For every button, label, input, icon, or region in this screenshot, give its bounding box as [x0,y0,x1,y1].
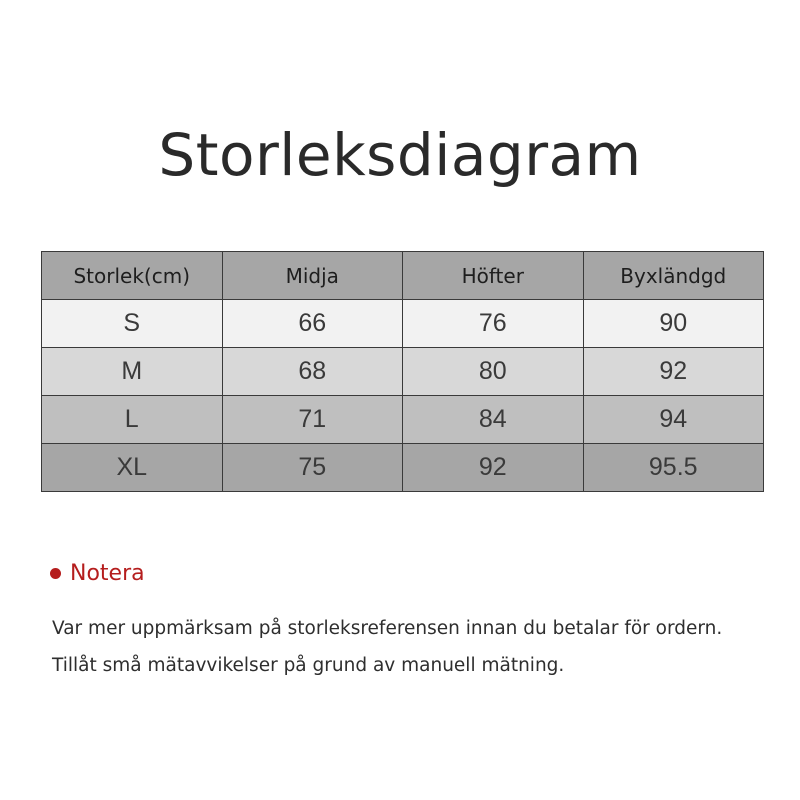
header-size: Storlek(cm) [42,252,223,300]
size-chart-table [41,251,764,492]
cell-waist: 75 [222,444,403,492]
cell-hips: 92 [403,444,584,492]
cell-length: 95.5 [583,444,764,492]
table-header-row [42,252,764,300]
table-row [42,348,764,396]
cell-hips: 84 [403,396,584,444]
cell-waist: 71 [222,396,403,444]
cell-size: XL [42,444,223,492]
cell-length: 92 [583,348,764,396]
cell-size: M [42,348,223,396]
header-waist: Midja [222,252,403,300]
cell-hips: 76 [403,300,584,348]
cell-length: 90 [583,300,764,348]
note-heading [50,561,145,586]
table-row [42,396,764,444]
table-row [42,444,764,492]
table-row [42,300,764,348]
page-title: Storleksdiagram [158,120,642,189]
note-heading-label: Notera [70,561,145,586]
bullet-dot-icon [50,568,61,579]
cell-length: 94 [583,396,764,444]
cell-waist: 66 [222,300,403,348]
cell-size: S [42,300,223,348]
note-text: Var mer uppmärksam på storleksreferensen innan du betalar för ordern. Tillåt små mätavvikelser på grund av manuell mätning. [52,618,723,676]
cell-hips: 80 [403,348,584,396]
cell-waist: 68 [222,348,403,396]
header-length: Byxländgd [583,252,764,300]
cell-size: L [42,396,223,444]
header-hips: Höfter [403,252,584,300]
